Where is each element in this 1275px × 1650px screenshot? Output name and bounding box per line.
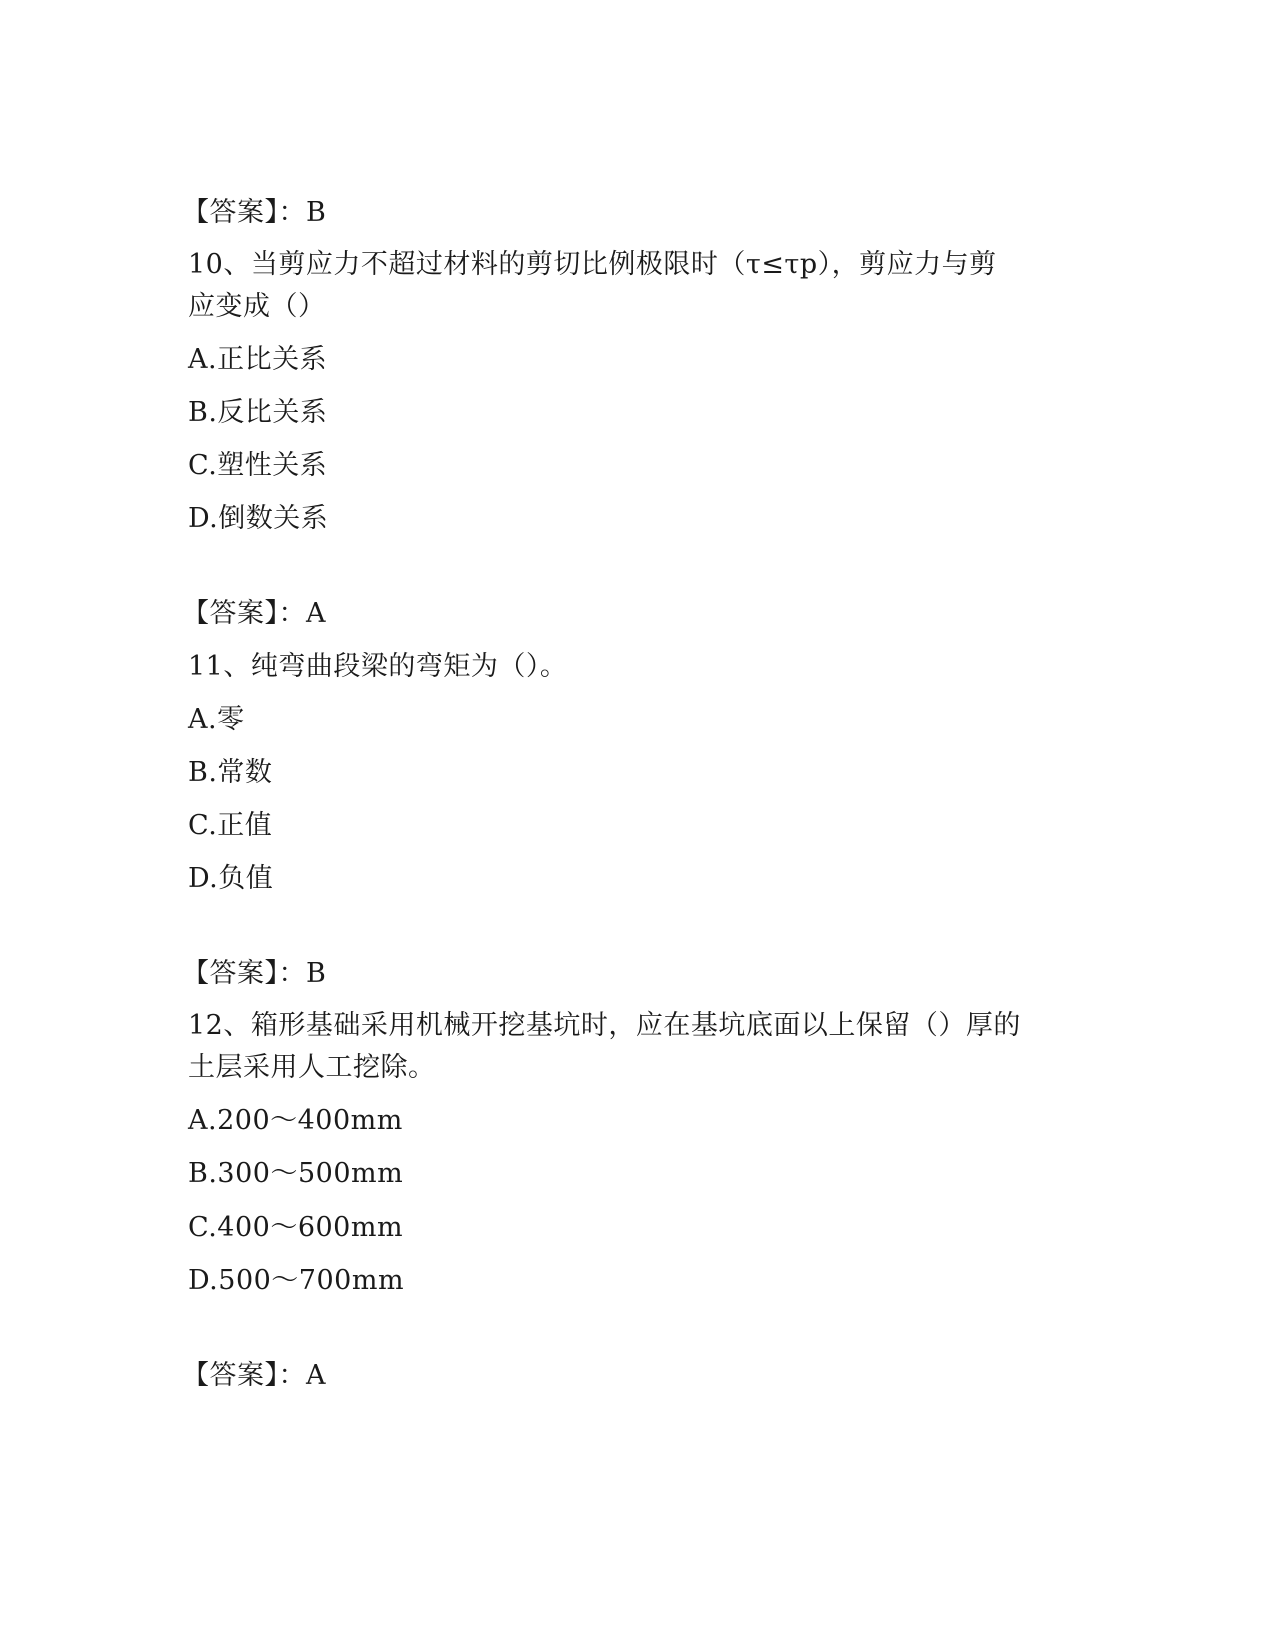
answer-value: B <box>306 958 327 989</box>
question-10-text-line2: 应变成（） <box>188 291 326 322</box>
answer-line <box>182 592 326 636</box>
question-11-option-b: B.常数 <box>188 757 273 788</box>
question-12-option-c: C.400～600mm <box>188 1212 404 1243</box>
question-10-option-d: D.倒数关系 <box>188 503 329 534</box>
question-11-text-line1: 11、纯弯曲段梁的弯矩为（）。 <box>188 651 568 682</box>
question-10-text-line1: 10、当剪应力不超过材料的剪切比例极限时（τ≤τp），剪应力与剪 <box>188 249 997 280</box>
question-12-option-a: A.200～400mm <box>188 1105 403 1136</box>
question-12-text-line1: 12、箱形基础采用机械开挖基坑时，应在基坑底面以上保留（）厚的 <box>188 1010 1021 1041</box>
question-12-text-line2: 土层采用人工挖除。 <box>188 1052 436 1083</box>
answer-line <box>182 1354 326 1398</box>
question-12-option-d: D.500～700mm <box>188 1265 405 1296</box>
question-10-option-b: B.反比关系 <box>188 397 328 428</box>
answer-value: B <box>306 197 327 228</box>
question-11-option-c: C.正值 <box>188 810 273 841</box>
answer-prefix: 【答案】： <box>182 197 306 228</box>
answer-prefix: 【答案】： <box>182 958 306 989</box>
question-11-option-a: A.零 <box>188 704 245 735</box>
question-10-option-c: C.塑性关系 <box>188 450 328 481</box>
question-10-option-a: A.正比关系 <box>188 344 328 375</box>
answer-line <box>182 952 326 996</box>
question-11-option-d: D.负值 <box>188 863 274 894</box>
answer-value: A <box>306 598 326 629</box>
answer-line <box>182 191 326 235</box>
answer-prefix: 【答案】： <box>182 1360 306 1391</box>
answer-value: A <box>306 1360 326 1391</box>
question-12-option-b: B.300～500mm <box>188 1158 404 1189</box>
answer-prefix: 【答案】： <box>182 598 306 629</box>
